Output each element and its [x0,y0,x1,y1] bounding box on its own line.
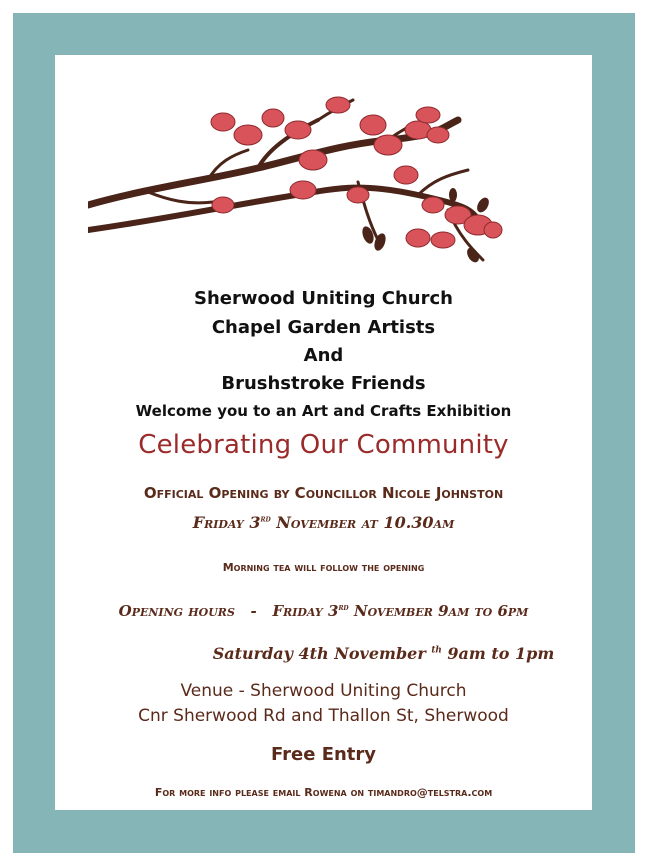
morning-tea-note: Morning tea will follow the opening [222,561,425,574]
contact-info-line: For more info please email Rowena on timandro@telstra.com [154,786,493,799]
friends-group-name: Brushstroke Friends [221,373,426,394]
church-name: Sherwood Uniting Church [194,288,453,309]
venue-line: Venue - Sherwood Uniting Church [180,681,467,701]
free-entry-label: Free Entry [270,744,377,765]
and-connector: And [303,345,344,366]
artists-group-name: Chapel Garden Artists [211,317,436,338]
venue-address: Cnr Sherwood Rd and Thallon St, Sherwood [138,706,509,726]
opening-hours-line: Opening hours - Friday 3rd November 9am to 6pm [118,602,529,620]
official-opening-line: Official Opening by Councillor Nicole Johnston [143,484,504,502]
saturday-hours-line: Saturday 4th November $^{th}$ 9am to 1pm [212,644,555,663]
opening-date-line: Friday 3rd November at 10.30am [192,513,455,532]
exhibition-headline: Celebrating Our Community [138,430,509,460]
welcome-line: Welcome you to an Art and Crafts Exhibition [135,402,512,420]
cherry-blossom-branch-illustration [88,90,503,270]
